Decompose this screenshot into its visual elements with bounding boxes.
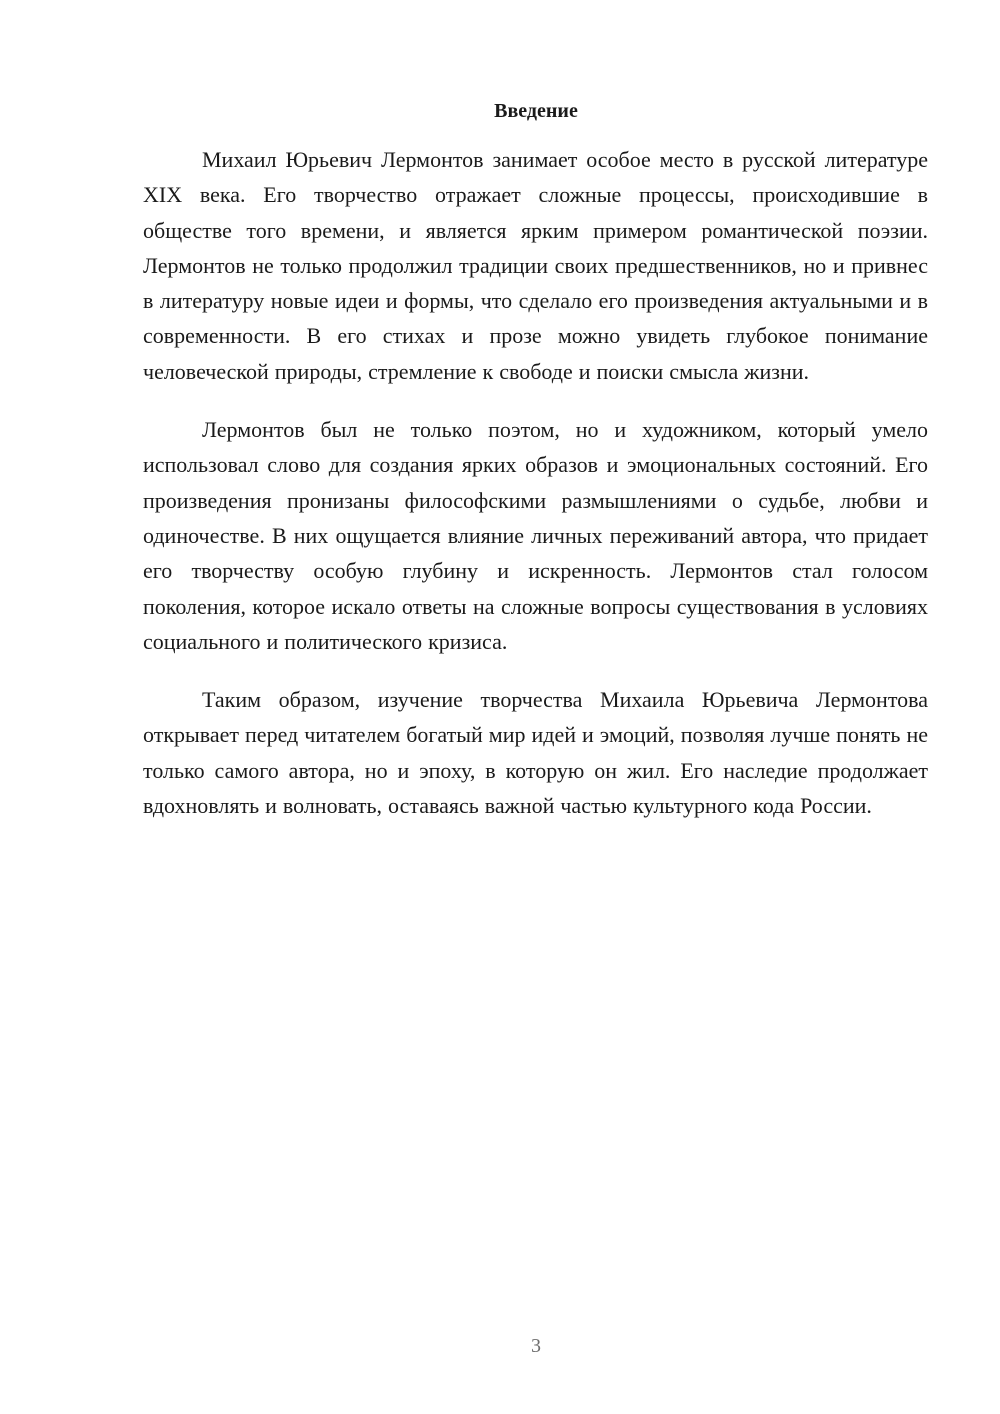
paragraph-2: Лермонтов был не только поэтом, но и художником, который умело использовал слово для создания ярких образов и эмоциональных состояний. Его произведения пронизаны философскими размышлениями о судьбе, любви и одиночестве. В них ощущается влияние личных переживаний автора, что придает его творчеству особую глубину и искренность. Лермонтов стал голосом поколения, которое искало ответы на сложные вопросы существования в условиях социального и политического кризиса. <box>143 417 928 654</box>
body-text <box>143 142 928 846</box>
section-heading: Введение <box>494 100 578 122</box>
page-number: 3 <box>531 1335 541 1357</box>
paragraph-3: Таким образом, изучение творчества Михаила Юрьевича Лермонтова открывает перед читателем богатый мир идей и эмоций, позволяя лучше понять не только самого автора, но и эпоху, в которую он жил. Его наследие продолжает вдохновлять и волновать, оставаясь важной частью культурного кода России. <box>143 687 928 819</box>
paragraph-1: Михаил Юрьевич Лермонтов занимает особое место в русской литературе XIX века. Его творчество отражает сложные процессы, происходившие в обществе того времени, и является ярким примером романтической поэзии. Лермонтов не только продолжил традиции своих предшественников, но и привнес в литературу новые идеи и формы, что сделало его произведения актуальными и в современности. В его стихах и прозе можно увидеть глубокое понимание человеческой природы, стремление к свободе и поиски смысла жизни. <box>143 147 928 384</box>
